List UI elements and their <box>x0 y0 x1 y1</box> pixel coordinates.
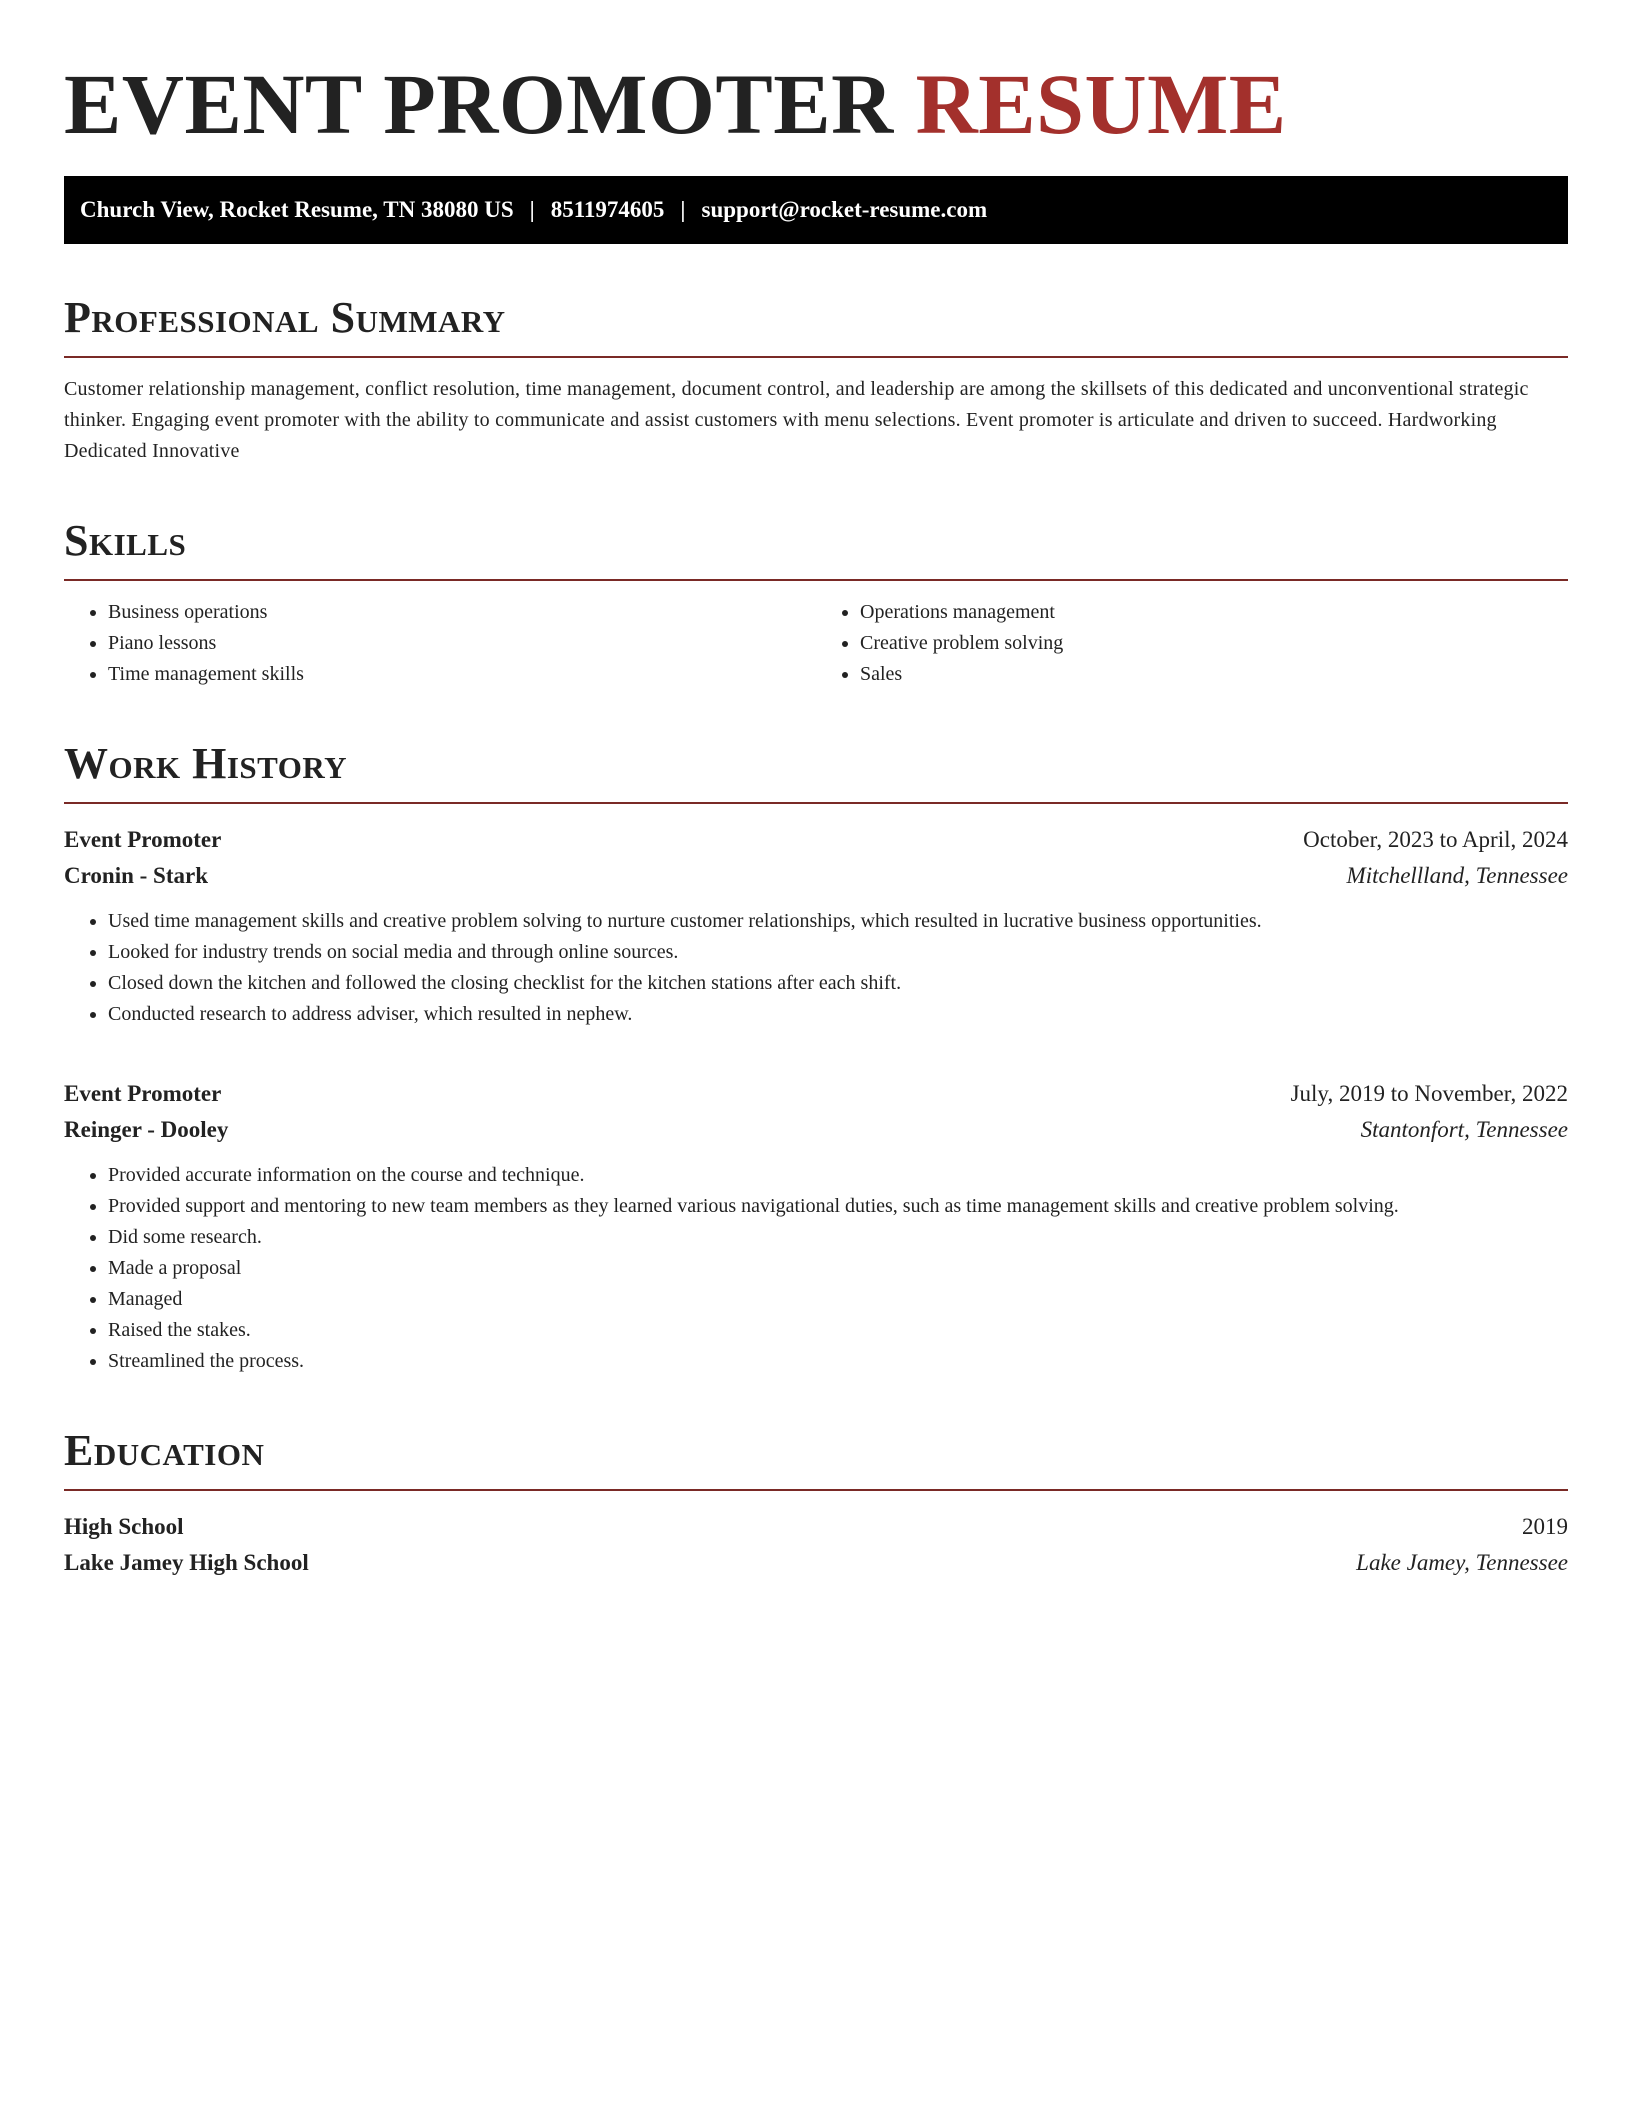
resume-title <box>64 0 1568 152</box>
education-entry <box>64 1509 1568 1581</box>
job-bullets <box>64 906 1568 1030</box>
education-heading: Education <box>64 1426 265 1475</box>
job-company: Reinger - Dooley <box>64 1117 229 1142</box>
summary-section <box>64 292 1568 467</box>
skill-item: • Creative problem solving <box>860 628 1568 659</box>
section-divider <box>64 1489 1568 1491</box>
summary-heading: Professional Summary <box>64 293 506 342</box>
job-location: Mitchellland, Tennessee <box>1346 863 1568 888</box>
job-bullet: • Conducted research to address adviser, which resulted in nephew. <box>108 999 1568 1030</box>
job-header-row <box>64 1076 1568 1112</box>
job-bullet: • Provided support and mentoring to new team members as they learned various navigational duties, such as time management skills and creative problem solving. <box>108 1191 1568 1222</box>
job-bullet: • Looked for industry trends on social media and through online sources. <box>108 937 1568 968</box>
job-entry <box>64 1076 1568 1377</box>
contact-email: support@rocket-resume.com <box>701 197 988 222</box>
work-history-section <box>64 738 1568 1377</box>
education-degree: High School <box>64 1514 184 1539</box>
contact-bar <box>64 176 1568 244</box>
education-section <box>64 1425 1568 1581</box>
job-bullet: • Provided accurate information on the course and technique. <box>108 1160 1568 1191</box>
skills-section <box>64 515 1568 690</box>
summary-text: Customer relationship management, conflict resolution, time management, document control, and leadership are among the skillsets of this dedicated and unconventional strategic thinker. Engaging event promoter with the ability to communicate and assist customers with menu selections. Event promoter is articulate and driven to succeed. Hardworking Dedicated Innovative <box>64 378 1529 462</box>
education-school: Lake Jamey High School <box>64 1550 309 1575</box>
skill-item: • Operations management <box>860 597 1568 628</box>
contact-phone: 8511974605 <box>550 197 665 222</box>
job-dates: October, 2023 to April, 2024 <box>1303 827 1568 852</box>
contact-separator: | <box>680 197 686 222</box>
job-bullet: • Did some research. <box>108 1222 1568 1253</box>
job-entry <box>64 822 1568 1030</box>
job-bullet: • Streamlined the process. <box>108 1346 1568 1377</box>
skills-list-left <box>64 597 816 690</box>
title-accent: RESUME <box>915 56 1287 152</box>
job-company: Cronin - Stark <box>64 863 208 888</box>
job-bullet: • Used time management skills and creative problem solving to nurture customer relationships, which resulted in lucrative business opportunities. <box>108 906 1568 937</box>
job-company-row <box>64 858 1568 894</box>
education-year: 2019 <box>1522 1514 1568 1539</box>
skill-item: • Piano lessons <box>108 628 816 659</box>
section-divider <box>64 802 1568 804</box>
section-divider <box>64 579 1568 581</box>
contact-address: Church View, Rocket Resume, TN 38080 US <box>80 197 514 222</box>
job-bullet: • Closed down the kitchen and followed the closing checklist for the kitchen stations after each shift. <box>108 968 1568 999</box>
job-title: Event Promoter <box>64 827 222 852</box>
skills-heading: Skills <box>64 516 187 565</box>
education-location: Lake Jamey, Tennessee <box>1356 1550 1568 1575</box>
skill-item: • Time management skills <box>108 659 816 690</box>
skills-grid <box>64 597 1568 690</box>
job-bullet: • Made a proposal <box>108 1253 1568 1284</box>
job-header-row <box>64 822 1568 858</box>
skill-item: • Business operations <box>108 597 816 628</box>
education-school-row <box>64 1545 1568 1581</box>
job-dates: July, 2019 to November, 2022 <box>1290 1081 1568 1106</box>
job-location: Stantonfort, Tennessee <box>1360 1117 1568 1142</box>
work-heading: Work History <box>64 739 348 788</box>
skill-item: • Sales <box>860 659 1568 690</box>
job-title: Event Promoter <box>64 1081 222 1106</box>
section-divider <box>64 356 1568 358</box>
job-bullet: • Managed <box>108 1284 1568 1315</box>
skills-list-right <box>816 597 1568 690</box>
job-bullets <box>64 1160 1568 1377</box>
title-main: EVENT PROMOTER <box>64 56 894 152</box>
education-degree-row <box>64 1509 1568 1545</box>
job-company-row <box>64 1112 1568 1148</box>
job-bullet: • Raised the stakes. <box>108 1315 1568 1346</box>
contact-separator: | <box>529 197 535 222</box>
